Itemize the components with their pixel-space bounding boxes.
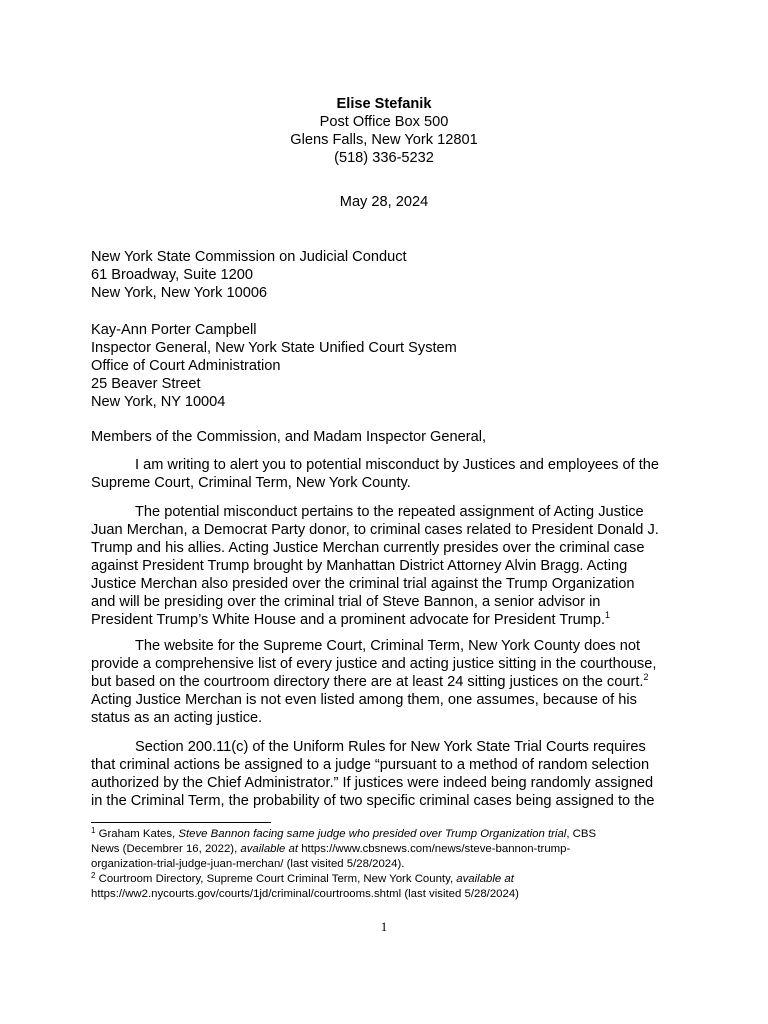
- paragraph-line-with-footnote: [91, 611, 691, 629]
- footnote-2-text: Courtroom Directory, Supreme Court Criminal Term, New York County,: [95, 873, 457, 885]
- recipient-line: Kay-Ann Porter Campbell: [91, 322, 257, 338]
- paragraph-4: [91, 738, 691, 810]
- footnote-1-line-2: [91, 842, 691, 857]
- letter-date: May 28, 2024: [339, 194, 429, 210]
- paragraph-line: authorized by the Chief Administrator.” If justices were indeed being randomly assigned: [91, 775, 654, 791]
- footnote-1-source: , CBS: [566, 828, 597, 840]
- paragraph-line: Supreme Court, Criminal Term, New York County.: [91, 475, 411, 491]
- recipient-line: Office of Court Administration: [91, 358, 281, 374]
- recipient-line: New York State Commission on Judicial Conduct: [91, 249, 407, 265]
- footnote-reference-2[interactable]: 2: [643, 672, 649, 682]
- paragraph-line: Acting Justice Merchan is not even listed among them, one assumes, because of his: [91, 692, 637, 708]
- paragraph-line: that criminal actions be assigned to a judge “pursuant to a method of random selection: [91, 757, 650, 773]
- footnote-1-date: News (Decembrer 16, 2022),: [91, 843, 241, 855]
- page-number: 1: [380, 919, 388, 934]
- salutation: [91, 428, 691, 446]
- paragraph-line-with-footnote: [91, 673, 691, 691]
- paragraph-line: The website for the Supreme Court, Criminal Term, New York County does not: [135, 638, 641, 654]
- paragraph-line: Section 200.11(c) of the Uniform Rules for New York State Trial Courts requires: [135, 739, 646, 755]
- recipient-line: New York, New York 10006: [91, 285, 268, 301]
- footnote-1-line-3[interactable]: organization-trial-judge-juan-merchan/ (last visited 5/28/2024).: [91, 858, 405, 870]
- recipient-line: 25 Beaver Street: [91, 376, 201, 392]
- salutation-text: Members of the Commission, and Madam Inspector General,: [91, 429, 487, 445]
- sender-block: [0, 95, 768, 167]
- footnotes: [91, 827, 691, 902]
- paragraph-line: Justice Merchan also presided over the criminal trial against the Trump Organization: [91, 576, 635, 592]
- paragraph-line: The potential misconduct pertains to the repeated assignment of Acting Justice: [135, 504, 644, 520]
- sender-name: Elise Stefanik: [336, 96, 432, 112]
- paragraph-line: provide a comprehensive list of every justice and acting justice sitting in the courthouse,: [91, 656, 657, 672]
- footnote-1-marker: 1: [91, 826, 96, 835]
- paragraph-line: Juan Merchan, a Democrat Party donor, to criminal cases related to President Donald J.: [91, 522, 659, 538]
- sender-phone: (518) 336-5232: [334, 150, 434, 166]
- recipient-commission: [91, 248, 691, 302]
- footnote-1-url[interactable]: https://www.cbsnews.com/news/steve-bannon-trump-: [298, 843, 571, 855]
- paragraph-2: [91, 503, 691, 629]
- paragraph-1: [91, 456, 691, 492]
- footnote-reference-1[interactable]: 1: [605, 610, 611, 620]
- footnote-2-url[interactable]: https://ww2.nycourts.gov/courts/1jd/criminal/courtrooms.shtml (last visited 5/28/2024): [91, 888, 519, 900]
- footnote-1-line-1: [91, 827, 691, 842]
- paragraph-line: Trump and his allies. Acting Justice Merchan currently presides over the criminal case: [91, 540, 645, 556]
- footnote-2-available-at: available at: [456, 873, 514, 885]
- paragraph-line: status as an acting justice.: [91, 710, 263, 726]
- paragraph-line: in the Criminal Term, the probability of two specific criminal cases being assigned to the: [91, 793, 655, 809]
- footnote-2-marker: 2: [91, 871, 96, 880]
- recipient-line: 61 Broadway, Suite 1200: [91, 267, 253, 283]
- paragraph-text: President Trump’s White House and a prominent advocate for President Trump.: [91, 612, 606, 628]
- footnote-2-line-1: [91, 872, 691, 887]
- footnote-1-author: Graham Kates,: [95, 828, 179, 840]
- recipient-line: Inspector General, New York State Unified Court System: [91, 340, 457, 356]
- paragraph-line: and will be presiding over the criminal trial of Steve Bannon, a senior advisor in: [91, 594, 601, 610]
- paragraph-text: but based on the courtroom directory there are at least 24 sitting justices on the court.: [91, 674, 644, 690]
- footnote-1-available-at: available at: [240, 843, 299, 855]
- paragraph-line: I am writing to alert you to potential misconduct by Justices and employees of the: [135, 457, 660, 473]
- paragraph-line: against President Trump brought by Manhattan District Attorney Alvin Bragg. Acting: [91, 558, 628, 574]
- footnote-separator: [91, 822, 271, 823]
- recipient-line: New York, NY 10004: [91, 394, 226, 410]
- sender-po-box: Post Office Box 500: [319, 114, 449, 130]
- paragraph-3: [91, 637, 691, 727]
- recipient-inspector-general: [91, 321, 691, 411]
- footnote-1-title: Steve Bannon facing same judge who presided over Trump Organization trial: [178, 828, 567, 840]
- sender-city: Glens Falls, New York 12801: [290, 132, 478, 148]
